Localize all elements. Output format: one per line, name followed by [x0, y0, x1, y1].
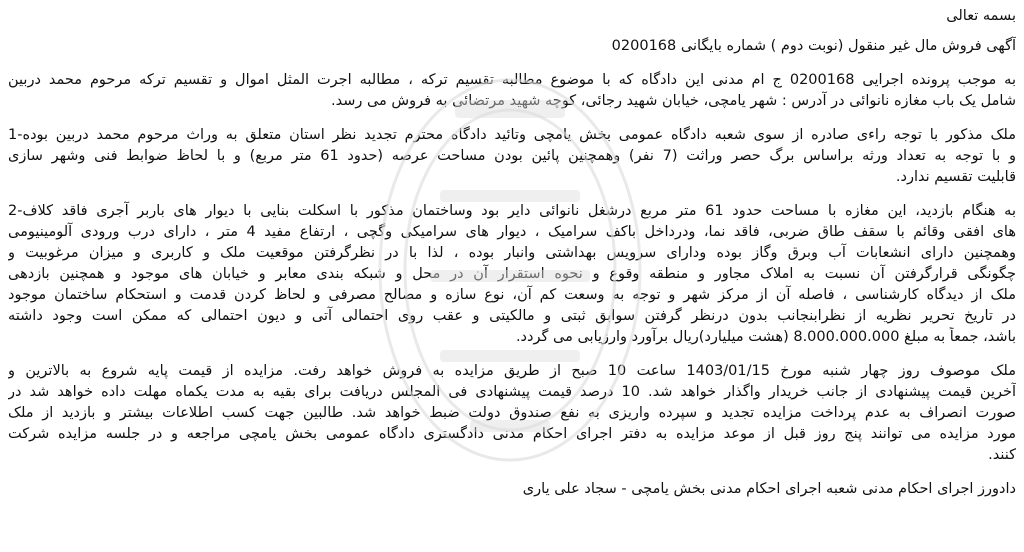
paragraph-line: شامل یک باب مغازه نانوائی در آدرس : شهر یامچی، خیابان شهید رجائی، کوچه شهید مرتضائی به فروش می رسد.: [330, 93, 1016, 109]
paragraph-line: چگونگی قرارگرفتن آن نسبت به املاک مجاور و منطقه وقوع و نحوه استقرار آن در محل و شبکه بندی معابر و خیابان های موجود و همچنین بازدهی: [8, 266, 1016, 282]
paragraph-line: مورد مزایده می توانند پنج روز قبل از موعد مزایده به دفتر اجرای احکام مدنی دادگستری دادگاه عمومی بخش یامچی مراجعه و در جلسه مزایده شرکت: [8, 426, 1016, 442]
paragraph-line: ملک موصوف روز چهار شنبه مورخ 1403/01/15 ساعت 10 صبح از طریق مزایده به فروش خواهد رفت. مزایده از قیمت پایه شروع به بالاترین و: [8, 363, 1016, 379]
paragraph-line: ملک مذکور با توجه راءی صادره از سوی شعبه دادگاه عمومی بخش یامچی وتائید دادگاه محترم تجدید نظر استان متعلق به وراث مرحوم محمد دربین بوده-1: [8, 127, 1016, 143]
notice-title: آگهی فروش مال غیر منقول (نوبت دوم ) شماره بایگانی 0200168: [611, 38, 1016, 54]
paragraph-line: وهمچنین دارای انشعابات آب وبرق وگاز بوده ودارای سرویس بهداشتی وانبار بوده ، لذا با در نظرگرفتن موقعیت ملک و کاربری و میزان مرغوبیت و: [8, 245, 1016, 261]
paragraph-line: باشد، جمعاً به مبلغ 8.000.000.000 (هشت میلیارد)ریال برآورد وارزیابی می گردد.: [515, 329, 1016, 345]
paragraph-line: به موجب پرونده اجرایی 0200168 ج ام مدنی این دادگاه که با موضوع مطالبه تقسیم ترکه ، مطالبه اجرت المثل اموال و تقسیم ترکه مرحوم محمد دربین: [8, 72, 1016, 88]
paragraph-line: قابلیت تقسیم ندارد.: [895, 169, 1016, 185]
paragraph-line: های افقی وقائم با سقف طاق ضربی، فاقد نما، ودرداخل باکف سرامیک ، دیوار های سرامیکی وگچی ، ارتفاع مفید 4 متر ، دارای درب ورودی آلومینیومی: [8, 224, 1016, 240]
paragraph-inspection: [8, 201, 1016, 348]
paragraph-line: در تاریخ تحریر نظریه از نظرابنجانب بدون درنظر گرفتن سوابق ثبتی و مالکیتی و عقب روی احتمالی آتی و دیون احتمالی که ممکن است وجود داشته: [8, 308, 1016, 324]
paragraph-subject: [8, 70, 1016, 112]
paragraph-line: آخرین قیمت پیشنهادی از جانب خریدار واگذار خواهد شد. 10 درصد قیمت پیشنهادی فی المجلس دریافت برای بقیه به مدت یکماه مهلت داده خواهد شد در: [8, 384, 1016, 400]
bismillah-heading: بسمه تعالی: [946, 8, 1016, 24]
signature-line: دادورز اجرای احکام مدنی شعبه اجرای احکام مدنی بخش یامچی - سجاد علی یاری: [522, 481, 1016, 497]
paragraph-auction: [8, 361, 1016, 466]
paragraph-line: کنند.: [988, 447, 1016, 463]
paragraph-line: ملک از دیدگاه کارشناسی ، فاصله آن از مرکز شهر و توجه به وسعت کم آن، نوع سازه و مصالح مصرفی و لحاظ کردن قدمت و استحکام ساختمان موجود: [8, 287, 1016, 303]
paragraph-line: به هنگام بازدید، این مغازه با مساحت حدود 61 متر مربع درشغل نانوائی دایر بود وساختمان مذکور با اسکلت بنایی با دیوار های باربر آجری فاقد کلاف-2: [8, 203, 1016, 219]
paragraph-line: و با توجه به تعداد ورثه براساس برگ حصر وراثت (7 نفر) وهمچنین پائین بودن مساحت عرصه (حدود 61 متر مربع) و با لحاظ ضوابط فنی وشهر سازی: [8, 148, 1016, 164]
paragraph-line: صورت انصراف به عدم پرداخت مزایده تجدید و سپرده واریزی به نفع صندوق دولت ضبط خواهد شد. طالبین جهت کسب اطلاعات بیشتر و بازدید از ملک: [8, 405, 1016, 421]
paragraph-ruling: [8, 125, 1016, 188]
